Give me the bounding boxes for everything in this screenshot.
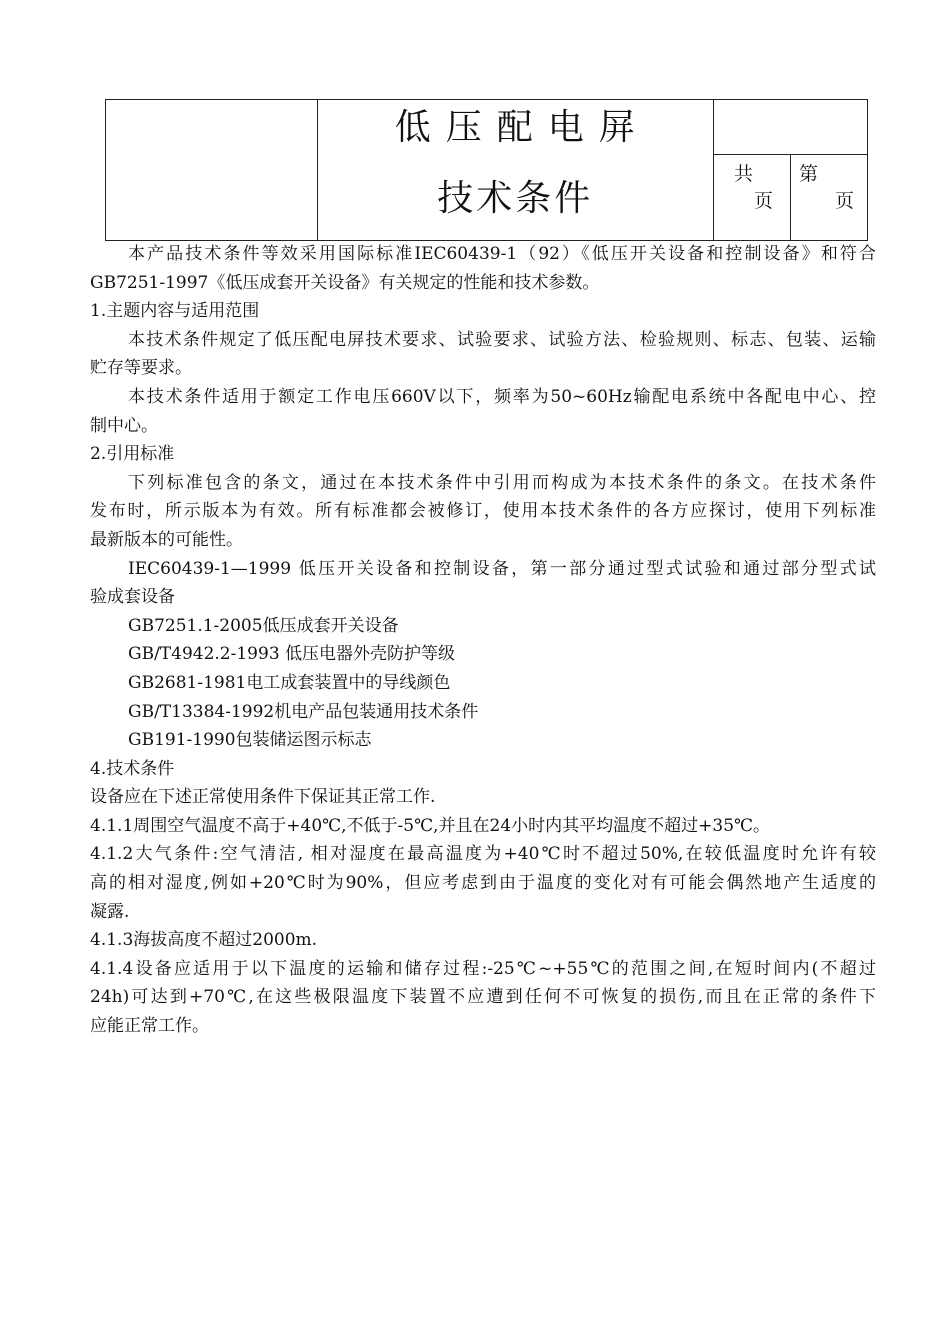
total-pages-label-a: 共 [733,163,753,185]
s2-para1-line3: 最新版本的可能性。 [90,529,243,550]
section-4-heading: 4.技术条件 [90,758,175,779]
reference-iec-line1: IEC60439-1—1999 低压开关设备和控制设备，第一部分通过型式试验和通过部分型式试 [128,558,876,579]
page-number-label-b: 页 [834,190,854,212]
document-body [90,240,876,1041]
document-title-line1: 低压配电屏 [394,107,650,148]
total-pages-label-b: 页 [753,190,773,212]
clause-4-1-2-line2: 高的相对湿度,例如+20℃时为90%，但应考虑到由于温度的变化对有可能会偶然地产生适度的 [90,873,876,894]
clause-4-1-1: 4.1.1周围空气温度不高于+40℃,不低于-5℃,并且在24小时内其平均温度不超过+35℃。 [90,815,771,836]
s1-para1-line1: 本技术条件规定了低压配电屏技术要求、试验要求、试验方法、检验规则、标志、包装、运输 [128,329,876,350]
clause-4-1-4-line3: 应能正常工作。 [90,1016,209,1037]
reference-iec-line2: 验成套设备 [90,587,175,608]
reference-gb191: GB191-1990包装储运图示标志 [128,730,372,751]
s1-para2-line1: 本技术条件适用于额定工作电压660V以下，频率为50~60Hz输配电系统中各配电中心、控 [128,386,876,407]
doc-number-cell [713,100,867,155]
clause-4-1-3: 4.1.3海拔高度不超过2000m. [90,930,318,951]
section-2-heading: 2.引用标准 [90,444,175,465]
section-1-heading: 1.主题内容与适用范围 [90,301,260,322]
reference-gb7251: GB7251.1-2005低压成套开关设备 [128,615,399,636]
intro-line-1: 本产品技术条件等效采用国际标准IEC60439-1（92）《低压开关设备和控制设备》和符合 [128,244,876,264]
page-number-label-a: 第 [798,163,818,185]
s4-intro: 设备应在下述正常使用条件下保证其正常工作. [90,787,436,808]
title-cell [317,100,713,241]
s1-para2-line2: 制中心。 [90,415,158,436]
s2-para1-line2: 发布时，所示版本为有效。所有标准都会被修订，使用本技术条件的各方应探讨，使用下列标准 [90,501,876,522]
logo-cell [106,100,318,241]
document-title-line2: 技术条件 [437,178,594,219]
reference-gbt13384: GB/T13384-1992机电产品包装通用技术条件 [128,701,479,722]
s1-para1-line2: 贮存等要求。 [90,358,192,379]
reference-gbt4942: GB/T4942.2-1993 低压电器外壳防护等级 [128,644,456,665]
header-table [105,99,868,241]
clause-4-1-4-line2: 24h)可达到+70℃,在这些极限温度下装置不应遭到任何不可恢复的损伤,而且在正常的条件下 [90,987,876,1008]
reference-gb2681: GB2681-1981电工成套装置中的导线颜色 [128,672,451,693]
intro-line-2: GB7251-1997《低压成套开关设备》有关规定的性能和技术参数。 [90,272,600,293]
clause-4-1-2-line3: 凝露. [90,901,130,922]
page-number-cell [790,155,867,241]
s2-para1-line1: 下列标准包含的条文，通过在本技术条件中引用而构成为本技术条件的条文。在技术条件 [128,472,876,493]
clause-4-1-2-line1: 4.1.2大气条件:空气清洁, 相对湿度在最高温度为+40℃时不超过50%,在较低温度时允许有较 [90,844,876,865]
clause-4-1-4-line1: 4.1.4设备应适用于以下温度的运输和储存过程:-25℃~+55℃的范围之间,在短时间内(不超过 [90,958,876,979]
total-pages-cell [713,155,790,241]
